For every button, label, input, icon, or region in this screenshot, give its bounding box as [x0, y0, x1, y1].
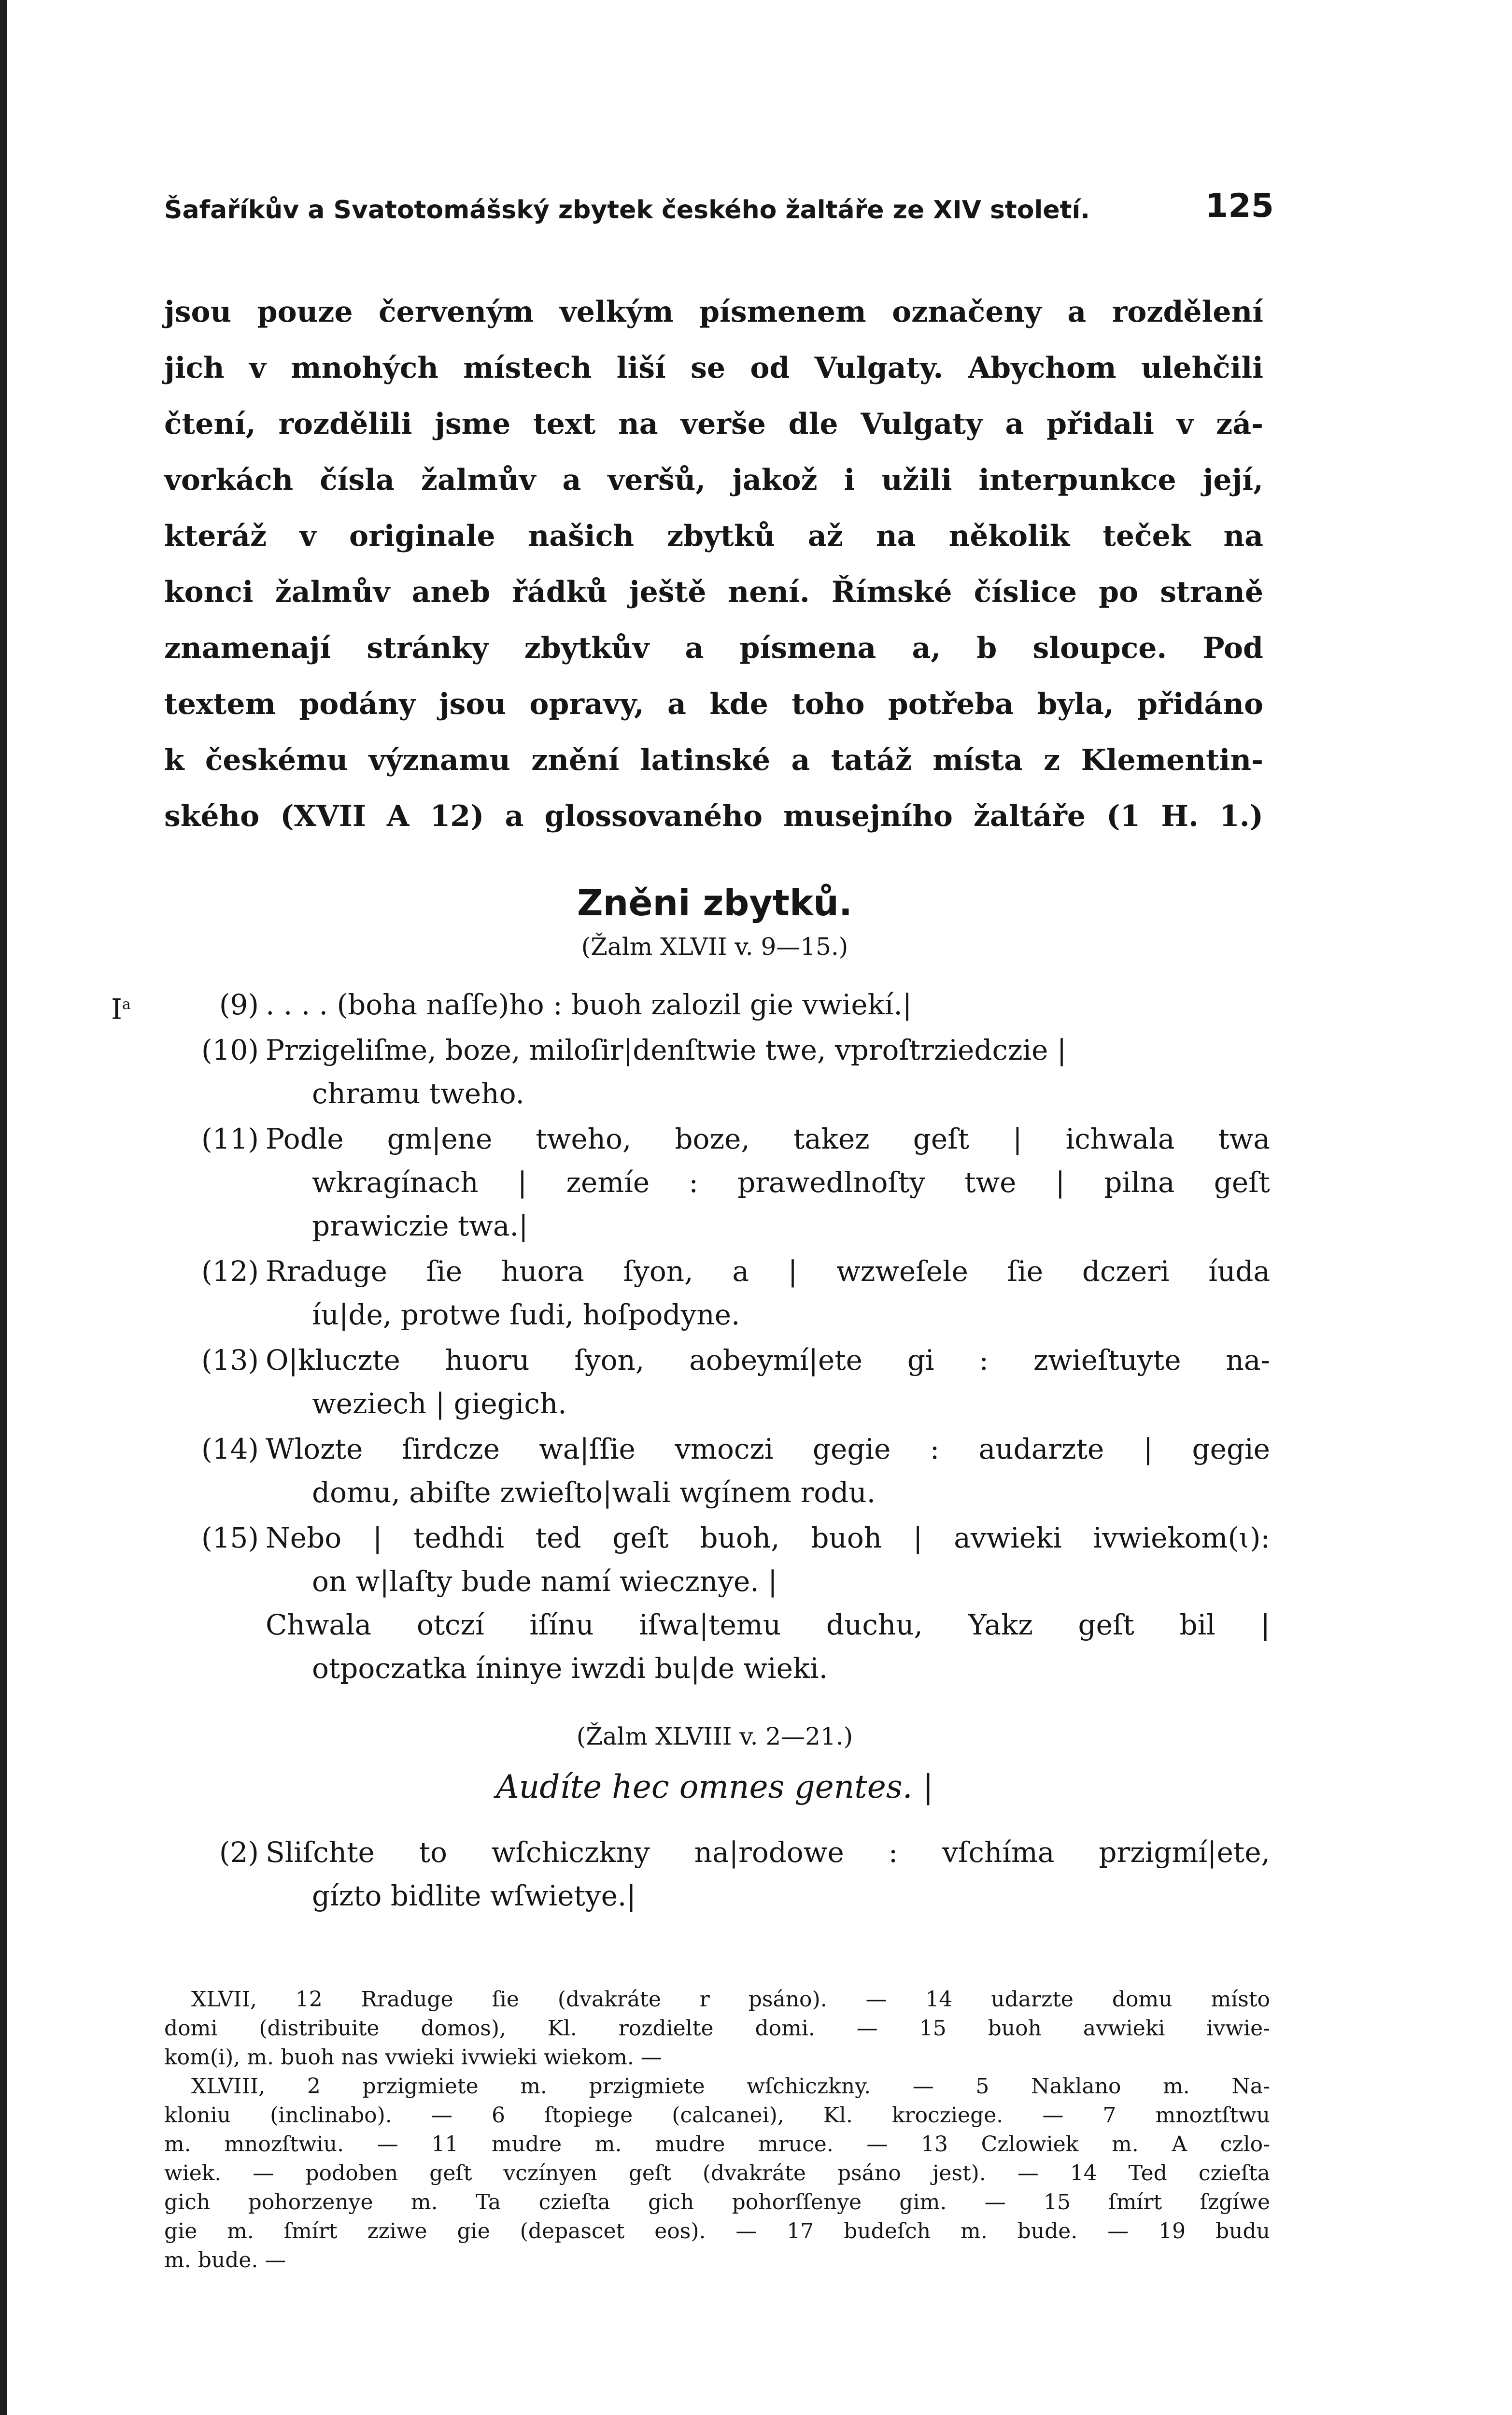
running-head-title: Šafaříkův a Svatotomášský zbytek českého žaltáře ze XIV století. — [164, 196, 1090, 225]
verse-line: Wlozte ſirdcze wa|ſſie vmoczi gegie : audarzte | gegie — [266, 1433, 1270, 1465]
psalm-48-incipit: Audíte hec omnes gentes. | — [496, 1768, 933, 1805]
verse-number: (12) — [201, 1255, 259, 1288]
folio-mark: $I^a$ — [111, 993, 131, 1026]
verse-number: (15) — [201, 1521, 259, 1554]
verse-number: (14) — [201, 1433, 259, 1465]
verse-11 — [164, 1117, 1270, 1248]
intro-line: jich v mnohých místech liší se od Vulgaty. Abychom ulehčili — [164, 351, 1263, 385]
intro-line: ského (XVII A 12) a glossovaného musejního žaltáře (1 H. 1.) — [164, 799, 1263, 833]
footnote-line: wiek. — podoben geſt vczínyen geſt (dvakráte psáno jest). — 14 Ted czieſta — [164, 2161, 1270, 2186]
footnote-line: gich pohorzenye m. Ta czieſta gich pohorſſenye gim. — 15 ſmírt ſzgíwe — [164, 2190, 1270, 2215]
verse-line: Przigeliſme, boze, miloſir|denſtwie twe, vproſtrziedczie | — [266, 1034, 1067, 1066]
verse-line: Nebo | tedhdi ted geſt buoh, buoh | avwieki ivwiekom(ɩ): — [266, 1521, 1270, 1554]
footnote-line: kloniu (inclinabo). — 6 ſtopiege (calcanei), Kl. krocziege. — 7 mnoztſtwu — [164, 2103, 1270, 2128]
footnote-line: domi (distribuite domos), Kl. rozdielte domi. — 15 buoh avwieki ivwie- — [164, 2016, 1270, 2041]
section-title: Zněni zbytků. — [577, 882, 852, 924]
verse-line: Sliſchte to wſchiczkny na|rodowe : vſchíma przigmí|ete, — [266, 1836, 1270, 1869]
psalm-48-heading: (Žalm XLVIII v. 2—21.) — [576, 1722, 853, 1750]
intro-line: jsou pouze červeným velkým písmenem označeny a rozdělení — [164, 295, 1263, 329]
verse-15 — [164, 1516, 1270, 1690]
verse-number: (10) — [201, 1034, 259, 1066]
page-number: 125 — [1205, 187, 1274, 225]
verse-line: gízto bidlite wſwietye.| — [312, 1879, 636, 1912]
verse-14 — [164, 1427, 1270, 1514]
verse-line: Rraduge ſie huora ſyon, a | wzweſele ſie dczeri íuda — [266, 1255, 1270, 1288]
footnote-line: XLVIII, 2 przigmiete m. przigmiete wſchiczkny. — 5 Naklano m. Na- — [191, 2074, 1270, 2099]
intro-line: k českému významu znění latinské a tatáž místa z Klementin- — [164, 743, 1263, 777]
running-head — [164, 187, 1274, 227]
verse-line: Podle gm|ene tweho, boze, takez geſt | ichwala twa — [266, 1122, 1270, 1155]
verse-line: chramu tweho. — [312, 1077, 524, 1110]
verse-line: prawiczie twa.| — [312, 1209, 528, 1242]
verse-number: (9) — [219, 988, 259, 1021]
footnote-line: gie m. ſmírt zziwe gie (depascet eos). — 17 budeſch m. bude. — 19 budu — [164, 2219, 1270, 2244]
footnote-line: m. mnozſtwiu. — 11 mudre m. mudre mruce. — 13 Czlowiek m. A czlo- — [164, 2132, 1270, 2157]
verse-line: O|kluczte huoru ſyon, aobeymí|ete gi : zwieſtuyte na- — [266, 1344, 1270, 1377]
page-binding-edge — [0, 0, 7, 2415]
verse-line: domu, abiſte zwieſto|wali wgínem rodu. — [312, 1476, 876, 1509]
footnote-line: XLVII, 12 Rraduge ſie (dvakráte r psáno). — 14 udarzte domu místo — [191, 1987, 1270, 2012]
intro-line: kteráž v originale našich zbytků až na několik teček na — [164, 519, 1263, 553]
verse-number: (11) — [201, 1122, 259, 1155]
psalm-47-text — [111, 983, 1270, 1692]
verse-9 — [111, 983, 1270, 1026]
verse-line: otpoczatka íninye iwzdi bu|de wieki. — [312, 1652, 828, 1685]
verse-line: on w|laſty bude namí wiecznye. | — [312, 1565, 777, 1598]
verse-13 — [164, 1338, 1270, 1425]
verse-line: wkragínach | zemíe : prawedlnoſty twe | pilna geſt — [312, 1166, 1270, 1199]
intro-line: konci žalmův aneb řádků ještě není. Římské číslice po straně — [164, 575, 1263, 609]
intro-line: textem podány jsou opravy, a kde toho potřeba byla, přidáno — [164, 687, 1263, 721]
verse-line: Chwala otczí iſínu iſwa|temu duchu, Yakz geſt bil | — [266, 1608, 1270, 1641]
verse-10 — [164, 1028, 1270, 1115]
intro-line: znamenají stránky zbytkův a písmena a, b sloupce. Pod — [164, 631, 1263, 665]
psalm-48-text — [164, 1831, 1270, 1919]
intro-line: čtení, rozdělili jsme text na verše dle Vulgaty a přidali v zá- — [164, 407, 1263, 441]
verse-line: . . . . (boha naſſe)ho : buoh zalozil gie vwiekí.| — [266, 988, 912, 1021]
intro-paragraph — [164, 284, 1263, 844]
verse-line: íu|de, protwe ſudi, hoſpodyne. — [312, 1298, 740, 1331]
psalm-47-heading: (Žalm XLVII v. 9—15.) — [581, 933, 848, 961]
footnotes — [164, 1985, 1270, 2275]
verse-12 — [164, 1250, 1270, 1336]
footnote-line: kom(i), m. buoh nas vwieki ivwieki wiekom. — — [164, 2045, 662, 2070]
intro-line: vorkách čísla žalmův a veršů, jakož i užili interpunkce její, — [164, 463, 1263, 497]
book-page — [111, 0, 1274, 2415]
verse-2 — [164, 1831, 1270, 1918]
footnote-line: m. bude. — — [164, 2248, 286, 2273]
verse-number: (2) — [219, 1836, 259, 1869]
verse-number: (13) — [201, 1344, 259, 1377]
verse-line: weziech | giegich. — [312, 1387, 567, 1420]
